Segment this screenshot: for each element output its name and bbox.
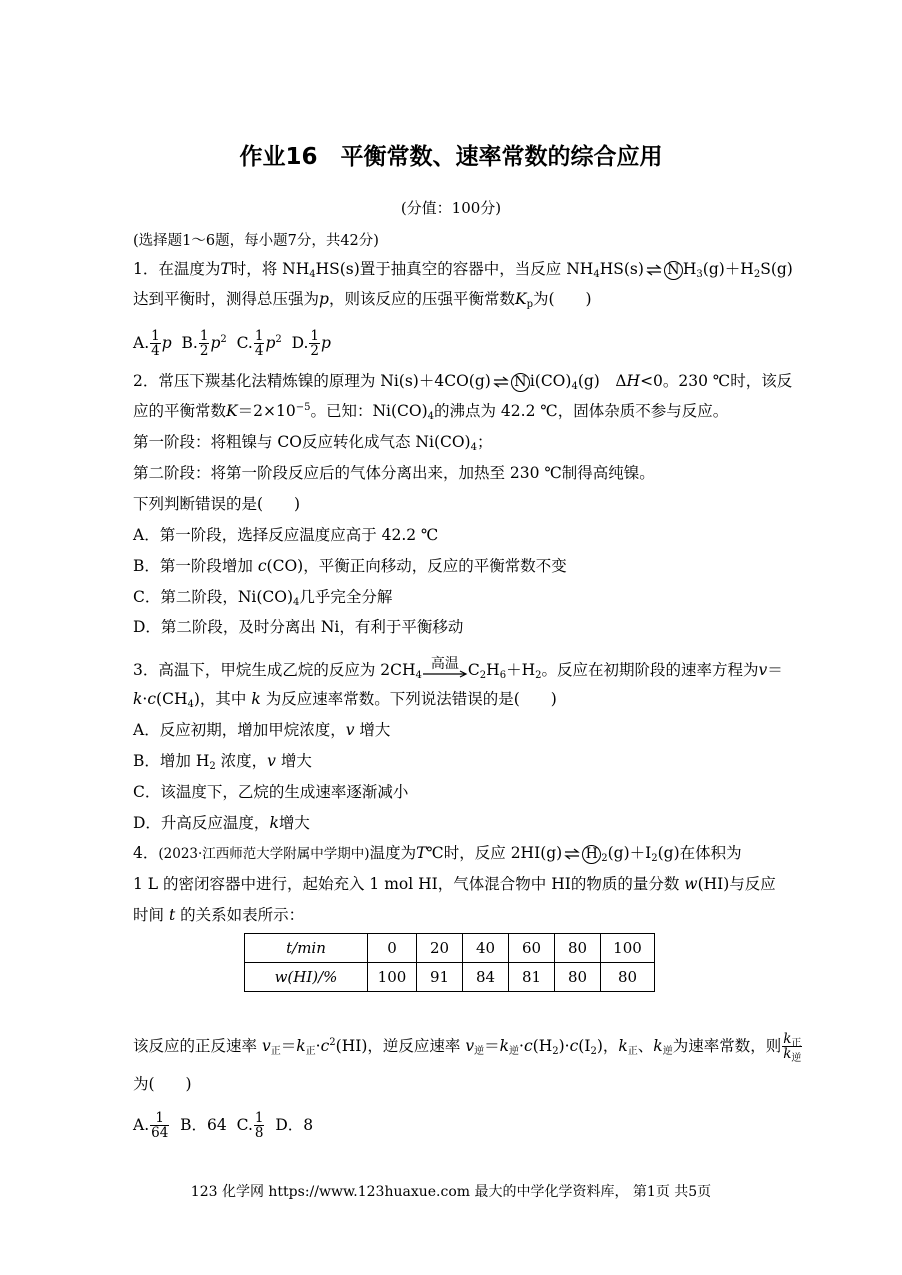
fraction: $\frac{1}{64}$	[151, 1109, 169, 1141]
table-cell: 91	[417, 963, 463, 992]
q4-options: A. $\frac{1}{64}$ B．64 C. $\frac{1}{8}$ D．8	[133, 1109, 314, 1141]
table-cell: 100	[368, 963, 417, 992]
q3-option-c: C．该温度下，乙烷的生成速率逐渐减小	[133, 783, 409, 801]
q2-line5: 下列判断错误的是( )	[133, 495, 301, 513]
q3-option-a: A．反应初期，增加甲烷浓度，v 增大	[133, 721, 391, 739]
table-cell: 81	[509, 963, 555, 992]
table-header-cell: t/min	[245, 934, 368, 963]
q4-line1: 4．(2023·江西师范大学附属中学期中)温度为T℃时，反应 2HI(g) H $_2(g)+I_2(g)$在体积为	[133, 844, 742, 864]
fraction: $\frac{1}{2}$	[310, 327, 320, 359]
reaction-condition-arrow: 高温	[422, 655, 468, 681]
table-cell: 60	[509, 934, 555, 963]
table-row	[245, 934, 655, 963]
table-row	[245, 963, 655, 992]
q2-line1: 2．常压下羰基化法精炼镍的原理为 Ni(s)＋4CO(g) N $i(CO)_4(g)$ ΔH<0。230 ℃时，该反	[133, 372, 793, 392]
q4-line3: 时间 t 的关系如表所示：	[133, 906, 305, 924]
page-title: 作业16 平衡常数、速率常数的综合应用	[239, 144, 663, 170]
q4-line2: 1 L 的密闭容器中进行，起始充入 1 mol HI，气体混合物中 HI的物质的量分数 w(HI)与反应	[133, 875, 776, 893]
equilibrium-arrow-icon	[493, 376, 509, 388]
q4-line5: 为( )	[133, 1075, 192, 1093]
section-note: (选择题1～6题，每小题7分，共42分)	[133, 233, 379, 249]
q3-line1: 3．高温下，甲烷生成乙烷的反应为 $2CH_4$ 高温 $C_2H_6+H_2$。反应在初期阶段的速率方程为v＝	[133, 656, 783, 681]
table-cell: 0	[368, 934, 417, 963]
q2-option-d: D．第二阶段，及时分离出 Ni，有利于平衡移动	[133, 618, 464, 636]
fraction: $\frac{k_正}{k_逆}$	[783, 1030, 802, 1064]
q1-line1: 1．在温度为T时，将 $NH_4HS(s)$置于抽真空的容器中，当反应 $NH_4HS(s)$ N $H_3(g)+H_2S(g)$	[133, 260, 793, 280]
circled-letter: N	[664, 261, 683, 280]
score-note: (分值：100分)	[400, 199, 502, 217]
page-footer: 123 化学网 https://www.123huaxue.com 最大的中学化学资料库， 第1页 共5页	[190, 1184, 712, 1200]
q1-line2: 达到平衡时，测得总压强为p，则该反应的压强平衡常数$K_p$为( )	[133, 290, 592, 310]
circled-letter: N	[511, 373, 530, 392]
q1-options: A. $\frac{1}{4}$ p B. $\frac{1}{2}$ $p^2$ C. $\frac{1}{4}$ $p^2$ D. $\frac{1}{2}$ p	[133, 327, 331, 359]
fraction: $\frac{1}{2}$	[199, 327, 209, 359]
fraction: $\frac{1}{4}$	[151, 327, 160, 359]
q3-line2: $k\cdot c(CH_4)$，其中 k 为反应速率常数。下列说法错误的是( )	[133, 690, 557, 710]
equilibrium-arrow-icon	[646, 264, 662, 276]
q2-line2: 应的平衡常数$K=2\times 10^{-5}$。已知：$Ni(CO)_4$的沸点为 42.2 ℃，固体杂质不参与反应。	[133, 402, 729, 422]
table-cell: 40	[463, 934, 509, 963]
q2-option-c: C．第二阶段，$Ni(CO)_4$几乎完全分解	[133, 588, 393, 608]
q2-line3: 第一阶段：将粗镍与 CO反应转化成气态 $Ni(CO)_4$；	[133, 433, 493, 453]
table-cell: 80	[555, 934, 601, 963]
q2-option-a: A．第一阶段，选择反应温度应高于 42.2 ℃	[133, 526, 439, 544]
data-table	[244, 933, 655, 992]
equilibrium-arrow-icon	[564, 848, 580, 860]
table-cell: 20	[417, 934, 463, 963]
q4-line4: 该反应的正反速率 $v_正=k_正\cdot c^2(HI)$，逆反应速率 $v_逆=k_逆\cdot c(H_2)\cdot c(I_2)$，$k_正$、$k_逆$为速率常数，则 $\frac{k_正}{k_逆}$	[133, 1030, 802, 1064]
fraction: $\frac{1}{8}$	[254, 1109, 264, 1141]
table-cell: 84	[463, 963, 509, 992]
q2-line4: 第二阶段：将第一阶段反应后的气体分离出来，加热至 230 ℃制得高纯镍。	[133, 464, 655, 482]
q2-option-b: B．第一阶段增加 c(CO)，平衡正向移动，反应的平衡常数不变	[133, 557, 567, 575]
q3-option-d: D．升高反应温度，k增大	[133, 814, 310, 832]
table-cell: 80	[555, 963, 601, 992]
table-cell: 100	[601, 934, 655, 963]
fraction: $\frac{1}{4}$	[254, 327, 264, 359]
q3-option-b: B．增加 $H_2$ 浓度，v 增大	[133, 752, 312, 772]
circled-letter: H	[582, 845, 601, 864]
table-header-cell: w(HI)/%	[245, 963, 368, 992]
table-cell: 80	[601, 963, 655, 992]
